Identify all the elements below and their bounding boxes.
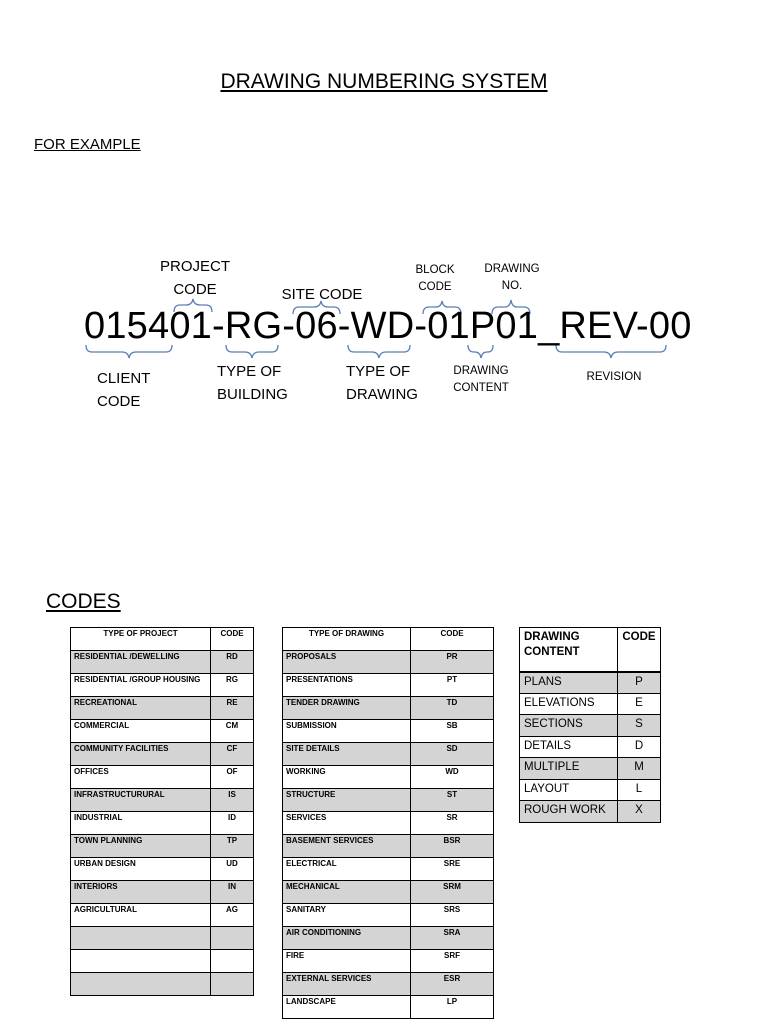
table-cell-name: PROPOSALS <box>283 651 411 674</box>
table-cell-name: SITE DETAILS <box>283 743 411 766</box>
table-row <box>283 743 494 766</box>
table-cell-name: RECREATIONAL <box>71 697 211 720</box>
table-cell-code: ST <box>411 789 494 812</box>
table-cell-code <box>211 950 254 973</box>
label-client-code: CLIENT CODE <box>97 370 151 410</box>
table-cell-code: X <box>618 801 661 823</box>
table-cell-code: BSR <box>411 835 494 858</box>
table-cell-code: AG <box>211 904 254 927</box>
table-row <box>71 904 254 927</box>
table-row <box>283 835 494 858</box>
table-cell-code: M <box>618 758 661 780</box>
table-row <box>283 904 494 927</box>
table-cell-code: D <box>618 736 661 758</box>
table-cell-name: ELEVATIONS <box>520 693 618 715</box>
table-row <box>283 651 494 674</box>
table-row <box>71 651 254 674</box>
table-cell-name: RESIDENTIAL /DEWELLING <box>71 651 211 674</box>
table-cell-code: UD <box>211 858 254 881</box>
table-cell-name: LANDSCAPE <box>283 996 411 1019</box>
table-cell-name: COMMUNITY FACILITIES <box>71 743 211 766</box>
table-row <box>283 674 494 697</box>
drawing-content-table <box>519 627 661 823</box>
table-cell-code: TP <box>211 835 254 858</box>
table-cell-code: CF <box>211 743 254 766</box>
table-cell-name: INDUSTRIAL <box>71 812 211 835</box>
page-title: DRAWING NUMBERING SYSTEM <box>220 70 548 93</box>
label-drawing-content: DRAWING CONTENT <box>453 365 509 394</box>
table-cell-code <box>211 973 254 996</box>
table-cell-name: LAYOUT <box>520 779 618 801</box>
table-row <box>283 812 494 835</box>
table-header: CODE <box>618 628 661 672</box>
table-cell-code: IS <box>211 789 254 812</box>
table-cell-name: BASEMENT SERVICES <box>283 835 411 858</box>
table-cell-name: ROUGH WORK <box>520 801 618 823</box>
table-cell-name: AIR CONDITIONING <box>283 927 411 950</box>
table-row <box>283 950 494 973</box>
label-project-code: PROJECT CODE <box>159 258 230 298</box>
table-cell-name: PLANS <box>520 672 618 694</box>
table-cell-name: STRUCTURE <box>283 789 411 812</box>
table-row <box>71 835 254 858</box>
table-cell-code: TD <box>411 697 494 720</box>
table-cell-code: RE <box>211 697 254 720</box>
table-cell-code: PR <box>411 651 494 674</box>
table-cell-name: FIRE <box>283 950 411 973</box>
table-row <box>71 766 254 789</box>
table-header: CODE <box>411 628 494 651</box>
table-row <box>283 766 494 789</box>
table-cell-name: TENDER DRAWING <box>283 697 411 720</box>
table-cell-name <box>71 973 211 996</box>
table-cell-name <box>71 950 211 973</box>
table-cell-code: SRF <box>411 950 494 973</box>
table-cell-code: E <box>618 693 661 715</box>
table-cell-name: PRESENTATIONS <box>283 674 411 697</box>
table-cell-name: RESIDENTIAL /GROUP HOUSING <box>71 674 211 697</box>
table-cell-code: P <box>618 672 661 694</box>
table-cell-code: S <box>618 715 661 737</box>
label-revision: REVISION <box>586 371 642 383</box>
table-row <box>283 789 494 812</box>
table-cell-name: SANITARY <box>283 904 411 927</box>
table-header: TYPE OF DRAWING <box>283 628 411 651</box>
table-row <box>283 697 494 720</box>
table-cell-name: INFRASTRUCTURURAL <box>71 789 211 812</box>
label-drawing-no: DRAWING NO. <box>484 263 540 292</box>
table-cell-code: IN <box>211 881 254 904</box>
table-row <box>283 858 494 881</box>
table-cell-name: OFFICES <box>71 766 211 789</box>
table-row <box>520 801 661 823</box>
codes-heading: CODES <box>46 590 121 613</box>
table-cell-code: SRM <box>411 881 494 904</box>
table-row <box>520 715 661 737</box>
table-row <box>71 973 254 996</box>
table-cell-name: INTERIORS <box>71 881 211 904</box>
table-row <box>283 927 494 950</box>
table-cell-name: ELECTRICAL <box>283 858 411 881</box>
example-drawing-number: 015401-RG-06-WD-01P01_REV-00 <box>84 305 692 347</box>
table-row <box>71 927 254 950</box>
table-row <box>71 789 254 812</box>
table-row <box>283 881 494 904</box>
table-cell-code: PT <box>411 674 494 697</box>
table-cell-code: SRE <box>411 858 494 881</box>
table-row <box>520 693 661 715</box>
table-row <box>520 779 661 801</box>
table-cell-code: SD <box>411 743 494 766</box>
table-row <box>71 812 254 835</box>
table-cell-code: WD <box>411 766 494 789</box>
table-cell-name: SECTIONS <box>520 715 618 737</box>
table-cell-code: SRS <box>411 904 494 927</box>
label-site-code: SITE CODE <box>281 286 363 303</box>
table-row <box>520 672 661 694</box>
example-heading: FOR EXAMPLE <box>34 136 141 153</box>
table-row <box>71 881 254 904</box>
table-cell-name: DETAILS <box>520 736 618 758</box>
table-row <box>71 674 254 697</box>
table-cell-code <box>211 927 254 950</box>
table-row <box>520 758 661 780</box>
table-cell-name <box>71 927 211 950</box>
type-of-drawing-table <box>282 627 494 1019</box>
label-block-code: BLOCK CODE <box>415 264 455 293</box>
table-cell-code: CM <box>211 720 254 743</box>
table-header: DRAWING CONTENT <box>520 628 618 672</box>
table-cell-name: EXTERNAL SERVICES <box>283 973 411 996</box>
type-of-project-table <box>70 627 254 996</box>
table-cell-code: RG <box>211 674 254 697</box>
table-cell-code: RD <box>211 651 254 674</box>
table-row <box>283 996 494 1019</box>
table-row <box>71 697 254 720</box>
table-cell-name: MECHANICAL <box>283 881 411 904</box>
table-cell-code: OF <box>211 766 254 789</box>
table-cell-code: SB <box>411 720 494 743</box>
table-cell-name: COMMERCIAL <box>71 720 211 743</box>
table-row <box>283 973 494 996</box>
table-cell-code: LP <box>411 996 494 1019</box>
table-cell-code: L <box>618 779 661 801</box>
table-cell-code: ESR <box>411 973 494 996</box>
table-cell-name: TOWN PLANNING <box>71 835 211 858</box>
table-row <box>71 720 254 743</box>
label-type-of-building: TYPE OF BUILDING <box>217 363 288 403</box>
table-row <box>71 950 254 973</box>
table-row <box>71 743 254 766</box>
table-header: CODE <box>211 628 254 651</box>
table-header: TYPE OF PROJECT <box>71 628 211 651</box>
table-cell-code: ID <box>211 812 254 835</box>
table-row <box>283 720 494 743</box>
table-cell-name: SUBMISSION <box>283 720 411 743</box>
table-cell-code: SRA <box>411 927 494 950</box>
table-row <box>71 858 254 881</box>
table-cell-name: AGRICULTURAL <box>71 904 211 927</box>
table-cell-name: MULTIPLE <box>520 758 618 780</box>
label-type-of-drawing: TYPE OF DRAWING <box>346 363 418 403</box>
table-cell-code: SR <box>411 812 494 835</box>
table-cell-name: SERVICES <box>283 812 411 835</box>
table-cell-name: WORKING <box>283 766 411 789</box>
table-row <box>520 736 661 758</box>
table-cell-name: URBAN DESIGN <box>71 858 211 881</box>
